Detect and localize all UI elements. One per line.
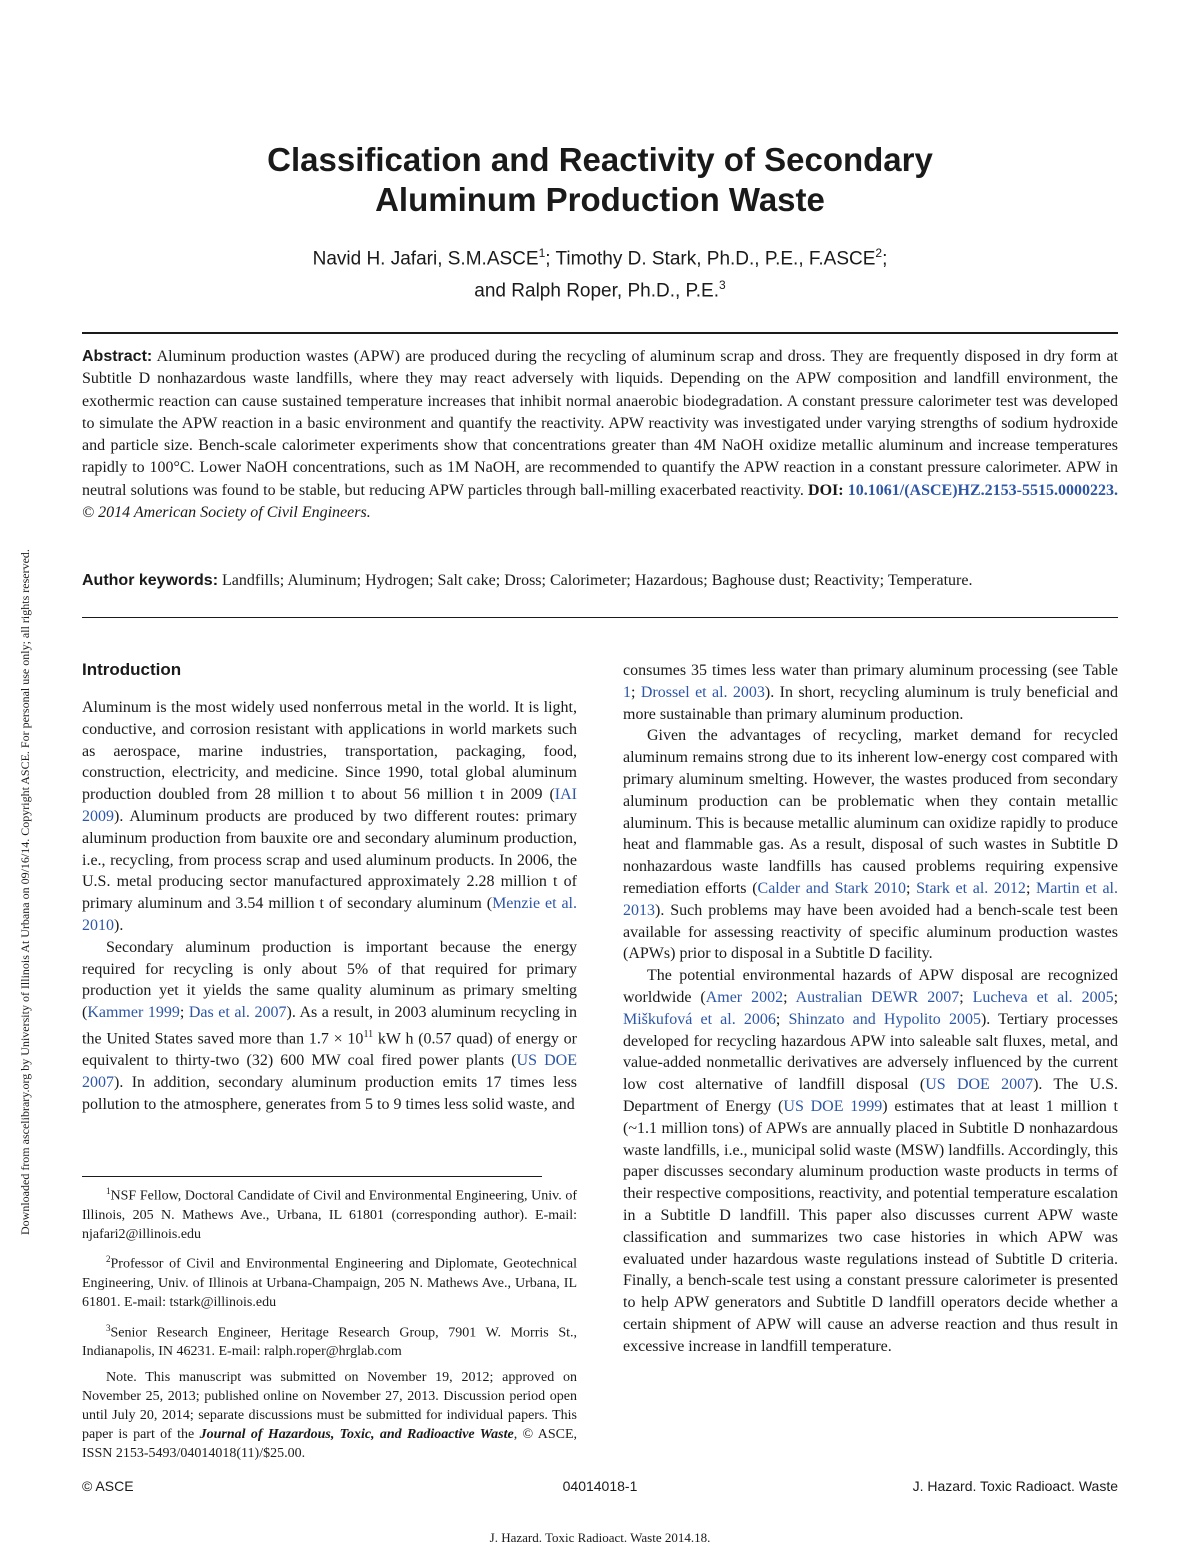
right-column bbox=[623, 660, 1118, 1358]
abstract-top-rule bbox=[82, 332, 1118, 334]
text-run: ; bbox=[783, 988, 796, 1006]
footnote-3 bbox=[82, 1319, 577, 1362]
citation-link[interactable]: Shinzato and Hypolito 2005 bbox=[788, 1010, 981, 1028]
footnote-1 bbox=[82, 1182, 577, 1244]
exponent: 11 bbox=[363, 1028, 374, 1040]
author-list bbox=[100, 240, 1100, 305]
citation-footer: J. Hazard. Toxic Radioact. Waste 2014.18. bbox=[489, 1530, 711, 1545]
footnotes bbox=[82, 1182, 577, 1464]
citation-link[interactable]: Menzie et al. 2010 bbox=[82, 895, 578, 934]
paragraph bbox=[623, 660, 1118, 725]
citation-link[interactable]: Das et al. 2007 bbox=[188, 1004, 287, 1022]
title-line-2: Aluminum Production Waste bbox=[375, 181, 825, 218]
journal-name: Journal of Hazardous, Toxic, and Radioactive Waste bbox=[199, 1427, 514, 1443]
text-run: ; bbox=[906, 879, 917, 897]
author-2-affil: 2 bbox=[875, 246, 883, 260]
text-run: Given the advantages of recycling, market demand for recycled aluminum remains strong due to its inherent low-energy cost compared with primary aluminum smelting. However, the wastes produced from secondary aluminum production can be problematic when they contain metallic aluminum. This is because metallic aluminum can oxidize rapidly to produce heat and flammable gas. As a result, disposal of such wastes in Subtitle D nonhazardous waste landfills has caused problems requiring expensive remediation efforts ( bbox=[623, 727, 1118, 897]
author-1-affil: 1 bbox=[538, 246, 546, 260]
footnote-marker: 1 bbox=[106, 1186, 111, 1196]
paragraph bbox=[82, 937, 577, 1116]
manuscript-note bbox=[82, 1368, 577, 1464]
author-3: and Ralph Roper, Ph.D., P.E. bbox=[474, 280, 719, 302]
footer-copyright: © ASCE bbox=[82, 1478, 134, 1494]
citation-link[interactable]: IAI 2009 bbox=[82, 786, 577, 825]
footnote-text: NSF Fellow, Doctoral Candidate of Civil and Environmental Engineering, Univ. of Illinois, 205 N. Mathews Ave., Urbana, IL 61801 (corresponding author). E-mail: njafari2@illinois.edu bbox=[82, 1188, 577, 1243]
doi-link[interactable]: 10.1061/(ASCE)HZ.2153-5515.0000223. bbox=[843, 481, 1118, 499]
footnote-marker: 2 bbox=[106, 1254, 111, 1265]
page-footer bbox=[82, 1478, 1118, 1498]
title-line-1: Classification and Reactivity of Secondary bbox=[267, 141, 933, 178]
text-run: ; bbox=[775, 1010, 789, 1028]
text-run: kW h (0.57 quad) of energy or equivalent to thirty-two (32) 600 MW coal fired power plants ( bbox=[82, 1030, 578, 1070]
text-run: ). Tertiary processes developed for recycling hazardous APW into saleable salt fluxes, metal, and value-added nonmetallic derivatives are adversely influenced by the current low cost alternative of landfill disposal ( bbox=[623, 1010, 1119, 1094]
footnote-rule bbox=[82, 1176, 542, 1177]
text-run: ; bbox=[179, 1004, 189, 1022]
text-run: ; bbox=[631, 683, 641, 701]
footer-page-id: 04014018-1 bbox=[562, 1478, 638, 1494]
table-link[interactable]: 1 bbox=[623, 683, 631, 701]
text-run: ). bbox=[114, 916, 124, 934]
citation-link[interactable]: Stark et al. 2012 bbox=[916, 879, 1026, 897]
text-run: ). Aluminum products are produced by two different routes: primary aluminum production from bauxite ore and secondary aluminum production, i.e., recycling, from process scrap and used aluminum products. In 2006, the U.S. metal producing sector manufactured approximately 2.28 million t of primary aluminum and 3.54 million t of secondary aluminum ( bbox=[82, 807, 577, 913]
footnote-2 bbox=[82, 1250, 577, 1312]
citation-link[interactable]: US DOE 2007 bbox=[82, 1052, 578, 1091]
left-column bbox=[82, 660, 577, 1115]
footnote-marker: 3 bbox=[106, 1322, 111, 1333]
copyright-notice: © 2014 American Society of Civil Engineers. bbox=[82, 504, 371, 522]
citation-link[interactable]: Drossel et al. 2003 bbox=[640, 683, 765, 701]
citation-link[interactable]: Lucheva et al. 2005 bbox=[972, 988, 1114, 1006]
citation-link[interactable]: US DOE 2007 bbox=[925, 1076, 1034, 1094]
text-run: ) estimates that at least 1 million t (~1.1 million tons) of APWs are annually placed in Subtitle D nonhazardous waste landfills, i.e., municipal solid waste (MSW) landfills. Accordingly, this paper discusses secondary aluminum production waste products in terms of their respective compositions, reactivity, and potential temperature escalation in a Subtitle D landfill. This paper also discusses current APW waste classification and summarizes two case histories in which APW was evaluated under hazardous waste regulations instead of Subtitle D criteria. Finally, a bench-scale test using a constant pressure calorimeter is presented to help APW generators and Subtitle D landfill operators decide whether a certain shipment of APW will cause an adverse reaction and thus result in excessive increase in landfill temperature. bbox=[623, 1097, 1119, 1355]
author-2-sep: ; bbox=[882, 248, 888, 270]
abstract-text: Aluminum production wastes (APW) are produced during the recycling of aluminum scrap and dross. They are frequently disposed in dry form at Subtitle D nonhazardous waste landfills, where they may react adversely with liquids. Depending on the APW composition and landfill environment, the exothermic reaction can cause sustained temperature increases that inhibit normal anaerobic biodegradation. A constant pressure calorimeter test was developed to simulate the APW reaction in a basic environment and quantify the reactivity. APW reactivity was investigated under varying strengths of sodium hydroxide and particle size. Bench-scale calorimeter experiments show that concentrations greater than 4M NaOH oxidize metallic aluminum and increase temperatures rapidly to 100°C. Lower NaOH concentrations, such as 1M NaOH, are recommended to quantify the APW reaction in a constant pressure calorimeter. APW in neutral solutions was found to be stable, but reducing APW particles through ball-milling exacerbated reactivity. bbox=[82, 348, 1118, 499]
citation-link[interactable]: Martin et al. 2013 bbox=[623, 879, 1118, 919]
paper-title bbox=[100, 140, 1100, 220]
text-run: Secondary aluminum production is important because the energy required for recycling is only about 5% of that required for primary production yet it yields the same quality aluminum as primary smelting ( bbox=[82, 938, 577, 1022]
doi-label: DOI: bbox=[808, 481, 844, 499]
citation-link[interactable]: Calder and Stark 2010 bbox=[757, 879, 906, 897]
citation-link[interactable]: US DOE 1999 bbox=[783, 1097, 883, 1115]
text-run: ). Such problems may have been avoided had a bench-scale test been available for assessing reactivity of specific aluminum production wastes (APWs) prior to disposal in a Subtitle D facility. bbox=[623, 901, 1118, 963]
footnote-text: Senior Research Engineer, Heritage Research Group, 7901 W. Morris St., Indianapolis, IN 46231. E-mail: ralph.roper@hrglab.com bbox=[82, 1325, 577, 1360]
author-1: Navid H. Jafari, S.M.ASCE bbox=[312, 248, 539, 270]
author-keywords bbox=[82, 570, 1118, 592]
paragraph bbox=[623, 725, 1118, 965]
author-2: ; Timothy D. Stark, Ph.D., P.E., F.ASCE bbox=[545, 248, 876, 270]
download-notice-text: Downloaded from ascelibrary.org by University of Illinois At Urbana on 09/16/14. Copyright ASCE. For personal use only; all rights reserved. bbox=[18, 549, 32, 1235]
author-3-affil: 3 bbox=[719, 278, 726, 293]
text-run: The potential environmental hazards of APW disposal are recognized worldwide ( bbox=[623, 967, 1118, 1006]
keywords-bottom-rule bbox=[82, 617, 1118, 618]
citation-link[interactable]: Australian DEWR 2007 bbox=[795, 988, 960, 1006]
abstract-label: Abstract: bbox=[82, 348, 153, 365]
citation-link[interactable]: Miškufová et al. 2006 bbox=[623, 1010, 776, 1028]
keywords-text: Landfills; Aluminum; Hydrogen; Salt cake; Dross; Calorimeter; Hazardous; Baghouse dust; Reactivity; Temperature. bbox=[218, 572, 973, 589]
text-run: ). As a result, in 2003 aluminum recycling in the United States saved more than 1.7 × 10 bbox=[82, 1004, 578, 1048]
note-text: Note. This manuscript was submitted on November 19, 2012; approved on November 25, 2013; published online on November 27, 2013. Discussion period open until July 20, 2014; separate discussions must be submitted for individual papers. This paper is part of the bbox=[82, 1369, 577, 1443]
footer-journal: J. Hazard. Toxic Radioact. Waste bbox=[912, 1478, 1118, 1494]
text-run: ; bbox=[1113, 988, 1119, 1006]
section-heading-introduction: Introduction bbox=[82, 660, 182, 679]
text-run: Aluminum is the most widely used nonferrous metal in the world. It is light, conductive, and corrosion resistant with applications in world markets such as aerospace, marine industries, transportation, packaging, food, construction, electricity, and medicine. Since 1990, total global aluminum production doubled from 28 million t to about 56 million t in 2009 ( bbox=[82, 699, 577, 804]
text-run: ; bbox=[1025, 879, 1037, 897]
text-run: ). In short, recycling aluminum is truly beneficial and more sustainable than primary aluminum production. bbox=[623, 683, 1119, 723]
abstract bbox=[82, 346, 1118, 524]
keywords-label: Author keywords: bbox=[82, 572, 219, 589]
text-run: consumes 35 times less water than primary aluminum processing (see Table bbox=[623, 662, 1118, 679]
download-notice bbox=[4, 330, 32, 1250]
note-text: , © ASCE, ISSN 2153-5493/04014018(11)/$25.00. bbox=[82, 1427, 577, 1462]
footnote-text: Professor of Civil and Environmental Engineering and Diplomate, Geotechnical Engineering, Univ. of Illinois at Urbana-Champaign, 205 N. Mathews Ave., Urbana, IL 61801. E-mail: tstark@illinois.edu bbox=[82, 1256, 577, 1311]
text-run: ; bbox=[959, 988, 973, 1006]
paragraph bbox=[82, 697, 577, 937]
text-run: ). The U.S. Department of Energy ( bbox=[623, 1076, 1118, 1115]
paragraph bbox=[623, 965, 1118, 1357]
text-run: ). In addition, secondary aluminum production emits 17 times less pollution to the atmosphere, generates from 5 to 9 times less solid waste, and bbox=[82, 1073, 577, 1113]
citation-link[interactable]: Kammer 1999 bbox=[87, 1004, 180, 1022]
citation-link[interactable]: Amer 2002 bbox=[705, 988, 784, 1006]
